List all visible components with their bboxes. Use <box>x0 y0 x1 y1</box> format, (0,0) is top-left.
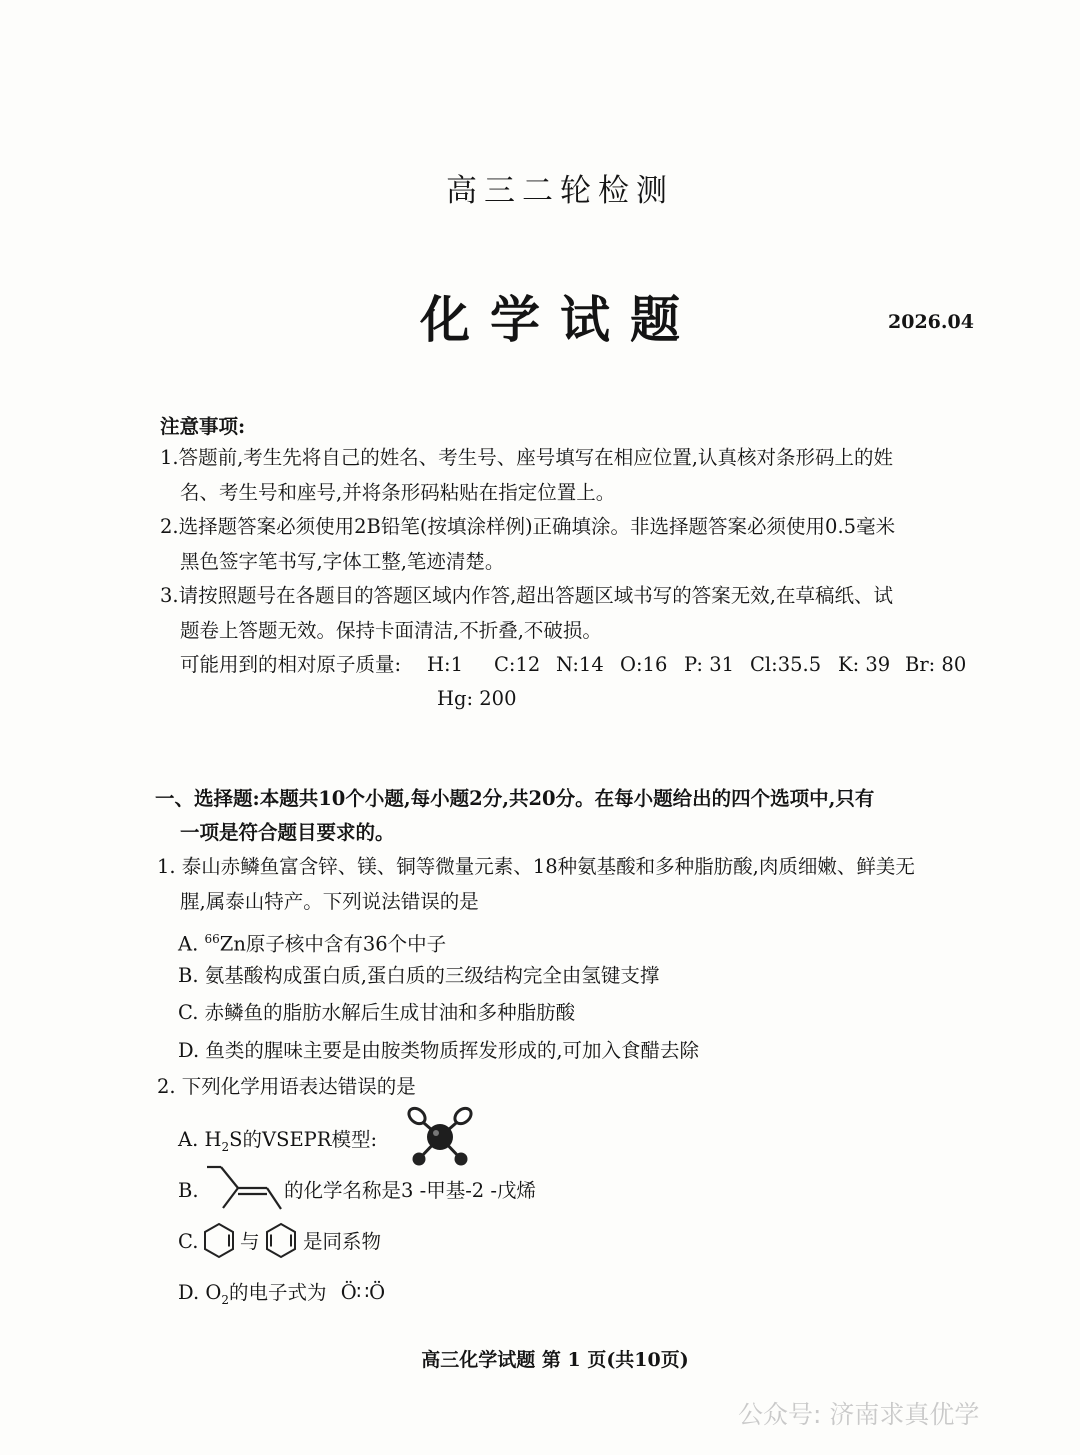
q2-option-c-prefix: C. <box>178 1230 199 1253</box>
notice-item-1-cont: 名、考生号和座号,并将条形码粘贴在指定位置上。 <box>180 481 616 504</box>
exam-date: 2026.04 <box>888 311 974 333</box>
q2-option-d-prefix: D. O <box>178 1281 222 1304</box>
notice-item-2-cont: 黑色签字笔书写,字体工整,笔迹清楚。 <box>180 550 505 573</box>
atomic-mass-n: N:14 <box>556 653 604 676</box>
q2-stem: 2. 下列化学用语表达错误的是 <box>157 1075 416 1098</box>
atomic-mass-h: H:1 <box>427 653 463 676</box>
notice-item-2: 2.选择题答案必须使用2B铅笔(按填涂样例)正确填涂。非选择题答案必须使用0.5毫米 <box>160 515 896 538</box>
notice-item-3-cont: 题卷上答题无效。保持卡面清洁,不折叠,不破损。 <box>180 619 602 642</box>
q1-option-c: C. 赤鳞鱼的脂肪水解后生成甘油和多种脂肪酸 <box>178 1001 576 1024</box>
q2-option-a <box>178 1123 377 1164</box>
atomic-mass-k: K: 39 <box>838 653 891 676</box>
q1-option-a-prefix: A. <box>178 932 199 956</box>
q2-option-d-subscript: 2 <box>221 1292 229 1307</box>
q2-option-a-prefix: A. H <box>178 1128 222 1151</box>
q2-option-a-subscript: 2 <box>221 1139 230 1154</box>
q2-option-d-electron-formula: Ö∷Ö <box>340 1281 386 1304</box>
notice-heading: 注意事项: <box>160 415 246 438</box>
q2-option-a-text: S的VSEPR模型: <box>229 1128 378 1151</box>
exam-subtitle: 高三二轮检测 <box>446 173 674 209</box>
q1-option-a <box>178 922 446 962</box>
page-footer: 高三化学试题 第 1 页(共10页) <box>421 1349 689 1371</box>
exam-title: 化学试题 <box>420 290 700 349</box>
alkene-structure-image <box>205 1164 285 1214</box>
cyclohexene-structure-image <box>203 1222 235 1260</box>
q1-option-d: D. 鱼类的腥味主要是由胺类物质挥发形成的,可加入食醋去除 <box>178 1039 700 1062</box>
q1-option-b: B. 氨基酸构成蛋白质,蛋白质的三级结构完全由氢键支撑 <box>178 964 660 987</box>
atomic-mass-hg: Hg: 200 <box>437 687 517 710</box>
notice-item-1: 1.答题前,考生先将自己的姓名、考生号、座号填写在相应位置,认真核对条形码上的姓 <box>160 446 894 469</box>
atomic-mass-cl: Cl:35.5 <box>750 653 822 676</box>
q1-stem-cont: 腥,属泰山特产。下列说法错误的是 <box>180 890 479 913</box>
q1-option-a-mass-number: 66 <box>204 932 220 946</box>
q2-option-b-prefix: B. <box>178 1179 199 1202</box>
q1-stem: 1. 泰山赤鳞鱼富含锌、镁、铜等微量元素、18种氨基酸和多种脂肪酸,肉质细嫩、鲜美无 <box>157 855 915 878</box>
atomic-mass-label: 可能用到的相对原子质量: <box>180 653 402 676</box>
q2-option-c-text: 是同系物 <box>303 1230 382 1253</box>
cyclohexadiene-structure-image <box>265 1222 297 1260</box>
section-heading-cont: 一项是符合题目要求的。 <box>180 821 395 844</box>
q2-option-d-text: 的电子式为 <box>228 1281 327 1304</box>
atomic-mass-br: Br: 80 <box>905 653 967 676</box>
q2-option-b-text: 的化学名称是3 -甲基-2 -戊烯 <box>284 1179 536 1202</box>
atomic-mass-c: C:12 <box>494 653 541 676</box>
watermark: 公众号: 济南求真优学 <box>738 1400 980 1429</box>
vsepr-model-image <box>405 1105 475 1167</box>
section-heading: 一、选择题:本题共10个小题,每小题2分,共20分。在每小题给出的四个选项中,只有 <box>155 787 875 810</box>
q2-option-c-and: 与 <box>240 1230 260 1253</box>
notice-item-3: 3.请按照题号在各题目的答题区域内作答,超出答题区域书写的答案无效,在草稿纸、试 <box>160 584 894 607</box>
atomic-mass-o: O:16 <box>620 653 668 676</box>
q1-option-a-text: Zn原子核中含有36个中子 <box>219 932 447 956</box>
q2-option-d <box>178 1276 385 1317</box>
atomic-mass-p: P: 31 <box>684 653 735 676</box>
